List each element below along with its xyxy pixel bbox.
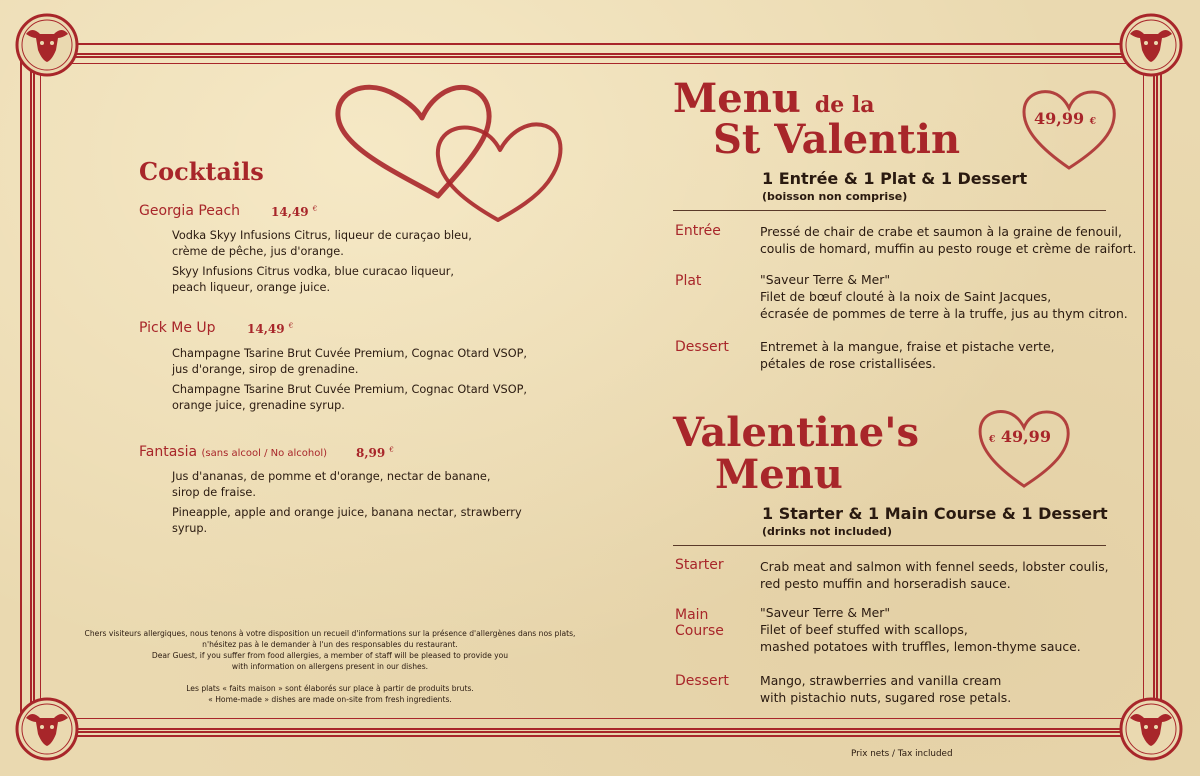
course-label: Dessert: [675, 339, 729, 355]
cocktail-desc-fr: Vodka Skyy Infusions Citrus, liqueur de curaçao bleu, crème de pêche, jus d'orange.: [172, 229, 472, 258]
cocktail-desc-fr: Champagne Tsarine Brut Cuvée Premium, Cognac Otard VSOP, jus d'orange, sirop de grenadine.: [172, 347, 528, 376]
course-desc: "Saveur Terre & Mer" Filet of beef stuffed with scallops, mashed potatoes with truffles, lemon-thyme sauce.: [760, 605, 1081, 654]
course-label: Main Course: [675, 607, 724, 639]
course-desc: "Saveur Terre & Mer" Filet de bœuf clouté à la noix de Saint Jacques, écrasée de pommes de terre à la truffe, jus au thym citron.: [760, 272, 1128, 321]
footer-note: Prix nets / Tax included: [851, 749, 953, 759]
cocktails-title: Cocktails: [139, 157, 264, 186]
cocktail-price: 14,49 €: [271, 205, 318, 219]
cocktail-name: Pick Me Up: [139, 320, 216, 336]
menu-en-subnote: (drinks not included): [762, 525, 893, 538]
cocktail-price: 8,99 €: [356, 446, 394, 460]
double-heart-icon: [330, 78, 570, 228]
divider: [673, 210, 1106, 211]
menu-en-subtitle: 1 Starter & 1 Main Course & 1 Dessert: [762, 504, 1108, 523]
cocktail-name: Fantasia (sans alcool / No alcohol): [139, 444, 328, 460]
cocktail-name: Georgia Peach: [139, 203, 241, 219]
divider: [673, 545, 1106, 546]
course-desc: Entremet à la mangue, fraise et pistache verte, pétales de rose cristallisées.: [760, 339, 1055, 371]
menu-en-price: € 49,99: [989, 427, 1051, 446]
bull-head-icon: [1116, 694, 1186, 764]
menu-fr-title-line2: St Valentin: [713, 116, 961, 163]
heart-outline-icon: [1020, 88, 1118, 172]
cocktail-price: 14,49 €: [247, 322, 294, 336]
course-label: Dessert: [675, 673, 729, 689]
course-desc: Pressé de chair de crabe et saumon à la graine de fenouil, coulis de homard, muffin au pesto rouge et crème de raifort.: [760, 224, 1137, 256]
menu-fr-title-line1: Menu de la: [673, 75, 875, 122]
cocktail-desc-en: Skyy Infusions Citrus vodka, blue curacao liqueur, peach liqueur, orange juice.: [172, 265, 454, 294]
allergy-notice: Chers visiteurs allergiques, nous tenons à votre disposition un recueil d'informations sur la présence d'allergènes dans nos plats, n'hésitez pas à le demander à l'un des responsables du restaurant. Dear Guest, if you suffer from food allergies, a member of staff will be pleased to provide you with information on allergens present in our dishes. Les plats « faits maison » sont élaborés sur place à partir de produits bruts. « Home-made » dishes are made on-site from fresh ingredients.: [84, 629, 576, 704]
course-label: Starter: [675, 557, 724, 573]
menu-fr-price: 49,99 €: [1034, 109, 1096, 128]
menu-en-title-line1: Valentine's: [673, 409, 919, 456]
course-label: Plat: [675, 273, 702, 289]
bull-head-icon: [1116, 10, 1186, 80]
course-desc: Crab meat and salmon with fennel seeds, lobster coulis, red pesto muffin and horseradish sauce.: [760, 559, 1109, 591]
menu-fr-subtitle: 1 Entrée & 1 Plat & 1 Dessert: [762, 169, 1028, 188]
heart-outline-icon: [976, 408, 1072, 490]
menu-fr-subnote: (boisson non comprise): [762, 190, 908, 203]
bull-head-icon: [12, 10, 82, 80]
course-label: Entrée: [675, 223, 721, 239]
cocktail-desc-en: Pineapple, apple and orange juice, banana nectar, strawberry syrup.: [172, 506, 522, 535]
course-desc: Mango, strawberries and vanilla cream with pistachio nuts, sugared rose petals.: [760, 673, 1012, 705]
menu-en-title-line2: Menu: [715, 451, 843, 498]
cocktail-desc-en: Champagne Tsarine Brut Cuvée Premium, Cognac Otard VSOP, orange juice, grenadine syrup.: [172, 383, 528, 412]
cocktail-desc-fr: Jus d'ananas, de pomme et d'orange, nectar de banane, sirop de fraise.: [172, 470, 491, 499]
